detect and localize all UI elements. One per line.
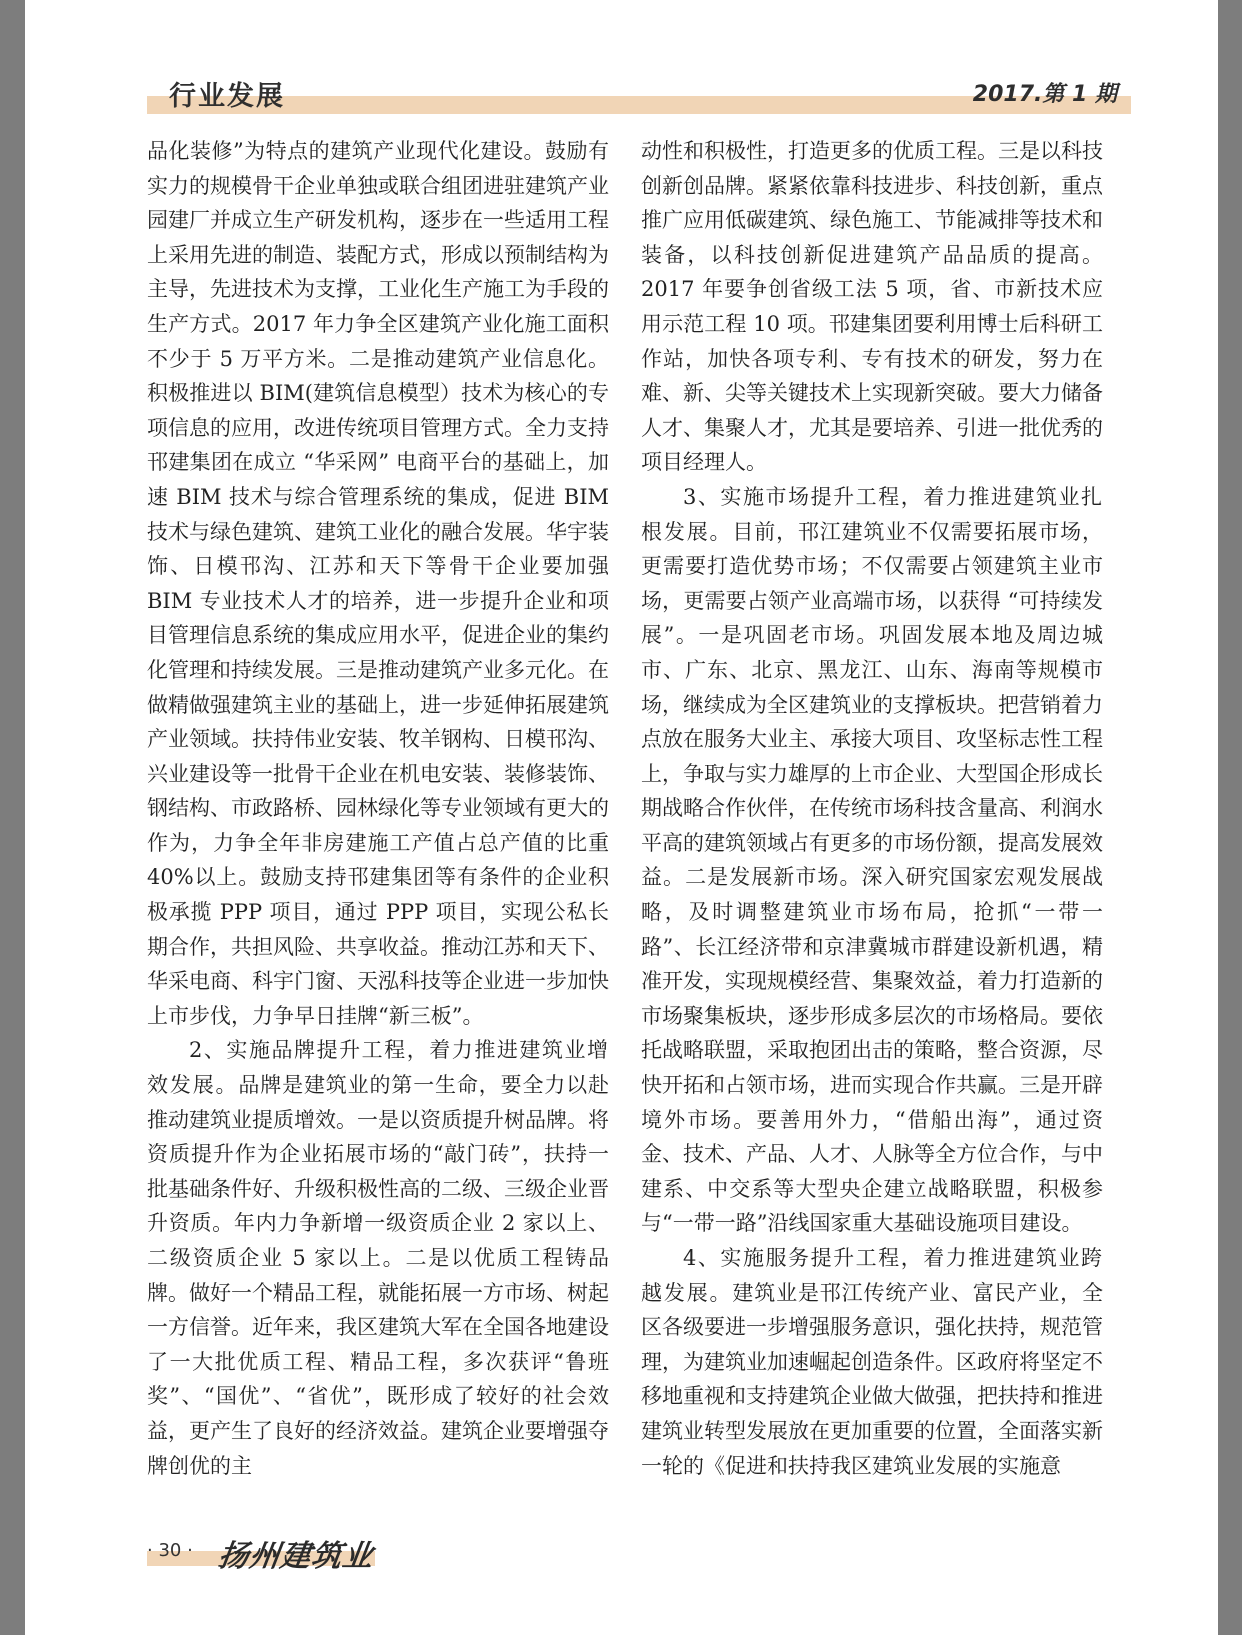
right-column bbox=[641, 134, 1103, 1483]
paragraph-4 bbox=[641, 1241, 1103, 1483]
paragraph-1: 品化装修”为特点的建筑产业现代化建设。鼓励有实力的规模骨干企业单独或联合组团进驻建筑产业园建厂并成立生产研发机构，逐步在一些适用工程上采用先进的制造、装配方式，形成以预制结构为主导，先进技术为支撑，工业化生产施工为手段的生产方式。2017 年力争全区建筑产业化施工面积不少于 5 万平方米。二是推动建筑产业信息化。积极推进以 BIM(建筑信息模型）技术为核心的专项信息的应用，改进传统项目管理方式。全力支持邗建集团在成立 “华采网” 电商平台的基础上，加速 BIM 技术与综合管理系统的集成，促进 BIM 技术与绿色建筑、建筑工业化的融合发展。华宇装饰、日模邗沟、江苏和天下等骨干企业要加强 BIM 专业技术人才的培养，进一步提升企业和项目管理信息系统的集成应用水平，促进企业的集约化管理和持续发展。三是推动建筑产业多元化。在做精做强建筑主业的基础上，进一步延伸拓展建筑产业领域。扶持伟业安装、牧羊钢构、日模邗沟、兴业建设等一批骨干企业在机电安装、装修装饰、钢结构、市政路桥、园林绿化等专业领域有更大的作为，力争全年非房建施工产值占总产值的比重 40%以上。鼓励支持邗建集团等有条件的企业积极承揽 PPP 项目，通过 PPP 项目，实现公私长期合作，共担风险、共享收益。推动江苏和天下、华采电商、科宇门窗、天泓科技等企业进一步加快上市步伐，力争早日挂牌“新三板”。 bbox=[147, 139, 609, 1028]
paragraph-2 bbox=[147, 1033, 609, 1483]
section-heading-2: 2、实施品牌提升工程，着力推进建筑业增效发展。 bbox=[147, 1038, 609, 1098]
section-body-4: 建筑业是邗江传统产业、富民产业，全区各级要进一步增强服务意识，强化扶持，规范管理，为建筑业加速崛起创造条件。区政府将坚定不移地重视和支持建筑企业做大做强，把扶持和推进建筑业转型发展放在更加重要的位置，全面落实新一轮的《促进和扶持我区建筑业发展的实施意 bbox=[641, 1280, 1104, 1478]
page-number: · 30 · bbox=[147, 1540, 193, 1561]
magazine-page bbox=[25, 0, 1218, 1635]
section-body-3: 目前，邗江建筑业不仅需要拓展市场，更需要打造优势市场；不仅需要占领建筑主业市场，更需要占领产业高端市场，以获得 “可持续发展”。一是巩固老市场。巩固发展本地及周边城市、广东、北京、黑龙江、山东、海南等规模市场，继续成为全区建筑业的支撑板块。把营销着力点放在服务大业主、承接大项目、攻坚标志性工程上，争取与实力雄厚的上市企业、大型国企形成长期战略合作伙伴，在传统市场科技含量高、利润水平高的建筑领域占有更多的市场份额，提高发展效益。二是发展新市场。深入研究国家宏观发展战略，及时调整建筑业市场布局，抢抓“一带一路”、长江经济带和京津冀城市群建设新机遇，精准开发，实现规模经营、集聚效益，着力打造新的市场聚集板块，逐步形成多层次的市场格局。要依托战略联盟，采取抱团出击的策略，整合资源，尽快开拓和占领市场，进而实现合作共赢。三是开辟境外市场。要善用外力，“借船出海”，通过资金、技术、产品、人才、人脉等全方位合作，与中建系、中交系等大型央企建立战略联盟，积极参与“一带一路”沿线国家重大基础设施项目建设。 bbox=[641, 519, 1104, 1236]
section-heading-4: 4、实施服务提升工程，着力推进建筑业跨越发展。 bbox=[641, 1246, 1103, 1305]
page-header bbox=[147, 72, 1131, 114]
section-body-2: 品牌是建筑业的第一生命，要全力以赴推动建筑业提质增效。一是以资质提升树品牌。将资质提升作为企业拓展市场的“敲门砖”，扶持一批基础条件好、升级积极性高的二级、三级企业晋升资质。年内力争新增一级资质企业 2 家以上、二级资质企业 5 家以上。二是以优质工程铸品牌。做好一个精品工程，就能拓展一方市场、树起一方信誉。近年来，我区建筑大军在全国各地建设了一大批优质工程、精品工程，多次获评“鲁班奖”、“国优”、“省优”，既形成了较好的社会效益，更产生了良好的经济效益。建筑企业要增强夺牌创优的主 bbox=[147, 1073, 610, 1478]
section-heading-3: 3、实施市场提升工程，着力推进建筑业扎根发展。 bbox=[641, 484, 1103, 544]
magazine-logo: 扬州建筑业 bbox=[216, 1539, 376, 1574]
page-footer bbox=[147, 1533, 397, 1574]
left-column bbox=[147, 134, 609, 1483]
paragraph-continued: 动性和积极性，打造更多的优质工程。三是以科技创新创品牌。紧紧依靠科技进步、科技创新，重点推广应用低碳建筑、绿色施工、节能减排等技术和装备，以科技创新促进建筑产品品质的提高。2017 年要争创省级工法 5 项，省、市新技术应用示范工程 10 项。邗建集团要利用博士后科研工作站，加快各项专利、专有技术的研发，努力在难、新、尖等关键技术上实现新突破。要大力储备人才、集聚人才，尤其是要培养、引进一批优秀的项目经理人。 bbox=[641, 139, 1103, 475]
issue-label: 2017.第 1 期 bbox=[972, 82, 1117, 107]
paragraph-3 bbox=[641, 480, 1103, 1241]
section-title: 行业发展 bbox=[169, 81, 285, 112]
